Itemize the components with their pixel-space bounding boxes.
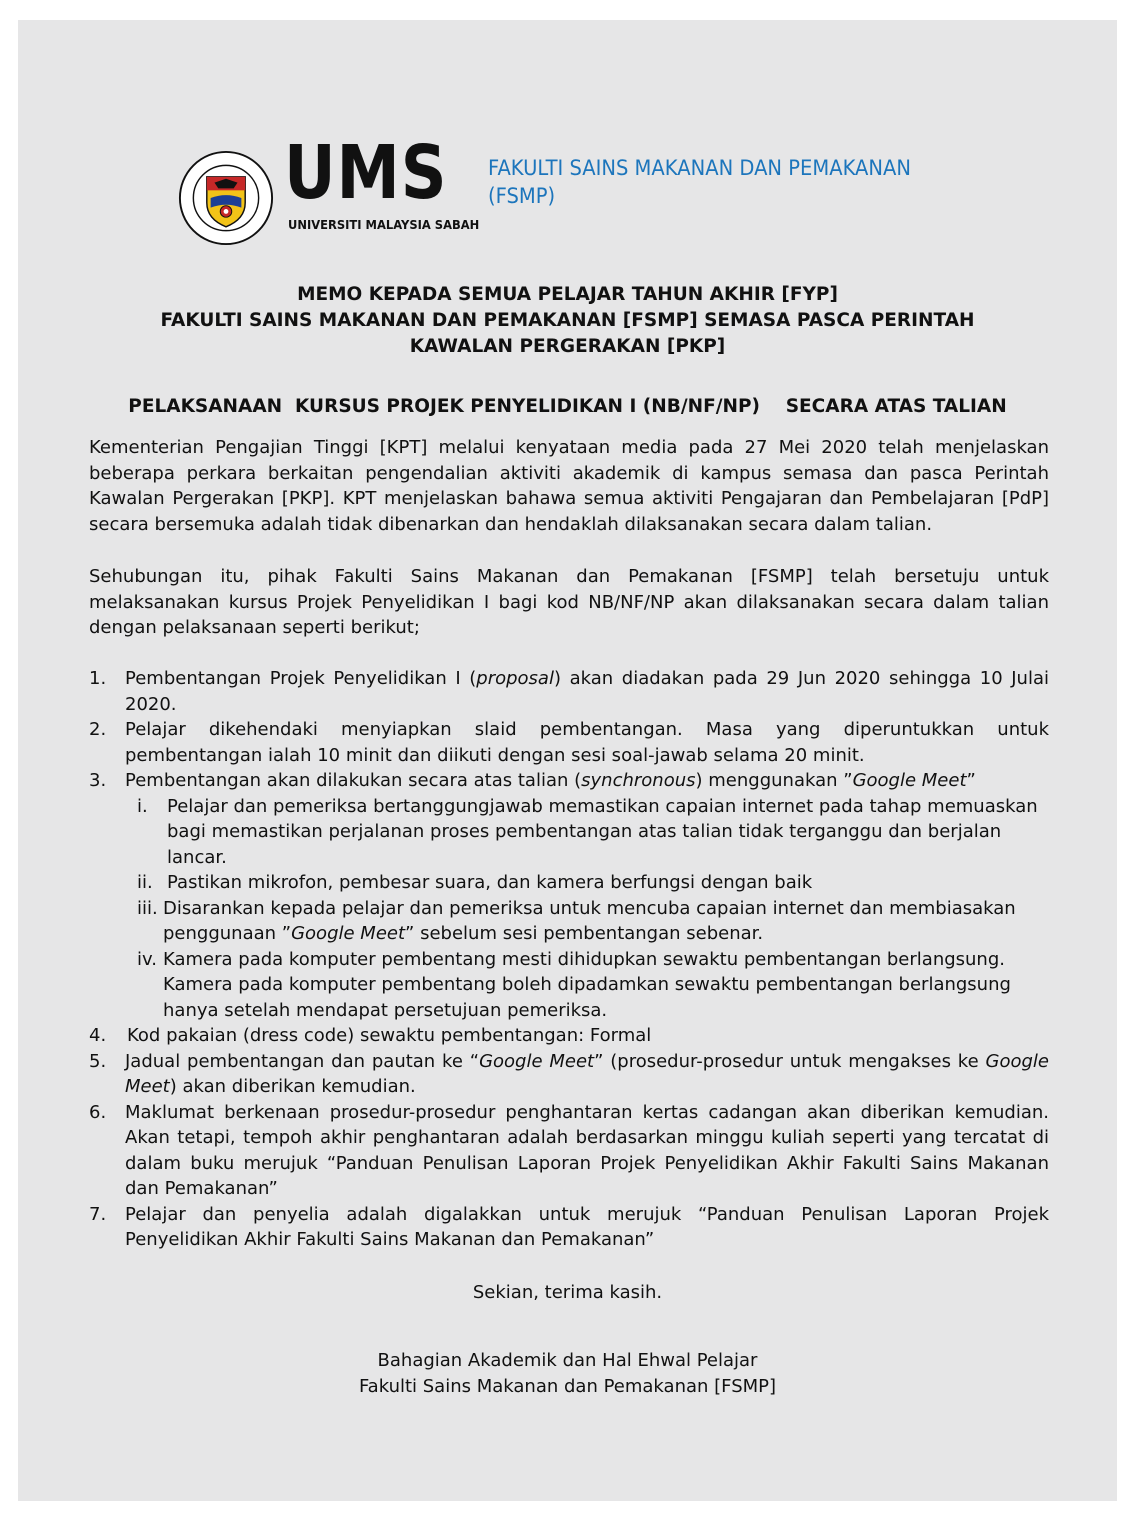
signature-block xyxy=(18,1348,1117,1400)
memo-title-line3: KAWALAN PERGERAKAN [PKP] xyxy=(409,336,726,357)
signature-line1: Bahagian Akademik dan Hal Ehwal Pelajar xyxy=(377,1350,758,1371)
signature-line2: Fakulti Sains Makanan dan Pemakanan [FSMP] xyxy=(358,1376,777,1397)
sub-item-iii xyxy=(89,896,1049,947)
sub-text: Pelajar dan pemeriksa bertanggungjawab memastikan capaian internet pada tahap memuaskan bagi memastikan perjalanan proses pembentangan atas talian tidak terganggu dan berjalan lancar. xyxy=(167,795,1038,868)
paragraph-agreement: Sehubungan itu, pihak Fakulti Sains Makanan dan Pemakanan [FSMP] telah bersetuju untuk melaksanakan kursus Projek Penyelidikan I bagi kod NB/NF/NP akan dilaksanakan secara dalam talian dengan pelaksanaan seperti berikut; xyxy=(89,566,1049,638)
list-text-italic: Google Meet xyxy=(479,1050,595,1072)
list-item-1 xyxy=(89,666,1049,717)
list-item-3 xyxy=(89,768,1049,794)
list-number: 1. xyxy=(89,668,107,689)
sub-number: i. xyxy=(137,795,148,817)
list-text: Pembentangan Projek Penyelidikan I ( xyxy=(125,668,477,689)
list-text: ” (prosedur-prosedur untuk mengakses ke xyxy=(594,1050,986,1072)
sub-text: Kamera pada komputer pembentang mesti dihidupkan sewaktu pembentangan berlangsung. Kamera pada komputer pembentang boleh dipadamkan sewaktu pembentangan berlangsung hanya setelah mendapat persetujuan pemeriksa. xyxy=(163,948,1011,1021)
list-text-italic: Google Meet xyxy=(125,1050,1049,1097)
list-text: ) menggunakan ” xyxy=(695,770,853,791)
ums-wordmark: UMS xyxy=(284,130,448,216)
list-text: Jadual pembentangan dan pautan ke “ xyxy=(125,1050,480,1072)
sub-item-iv xyxy=(89,947,1049,1024)
list-text: Kod pakaian (dress code) sewaktu pembentangan: Formal xyxy=(127,1025,652,1046)
sub-number: ii. xyxy=(137,872,153,893)
sub-text: ” sebelum sesi pembentangan sebenar. xyxy=(405,923,764,944)
sub-text: Pastikan mikrofon, pembesar suara, dan kamera berfungsi dengan baik xyxy=(167,872,813,893)
list-text: ) akan diberikan kemudian. xyxy=(169,1076,416,1097)
list-text: Pembentangan akan dilakukan secara atas talian ( xyxy=(125,770,582,791)
list-item-5 xyxy=(89,1049,1049,1100)
sub-number: iii. xyxy=(137,897,158,919)
faculty-name xyxy=(488,154,911,210)
letterhead xyxy=(178,130,998,250)
list-number: 4. xyxy=(89,1025,107,1046)
list-text: ” xyxy=(966,770,976,791)
list-number: 5. xyxy=(89,1050,107,1072)
paragraph-intro: Kementerian Pengajian Tinggi [KPT] melalui kenyataan media pada 27 Mei 2020 telah menjelaskan beberapa perkara berkaitan pengendalian aktiviti akademik di kampus semasa dan pasca Perintah Kawalan Pergerakan [PKP]. KPT menjelaskan bahawa semua aktiviti Pengajaran dan Pembelajaran [PdP] secara bersemuka adalah tidak dibenarkan dan hendaklah dilaksanakan secara dalam talian. xyxy=(89,437,1049,535)
memo-subtitle xyxy=(18,394,1117,420)
list-item-2 xyxy=(89,717,1049,768)
list-number: 2. xyxy=(89,719,107,740)
university-name: UNIVERSITI MALAYSIA SABAH xyxy=(288,217,480,232)
closing-thanks: Sekian, terima kasih. xyxy=(472,1282,663,1303)
memo-subtitle-text: PELAKSANAAN KURSUS PROJEK PENYELIDIKAN I (NB/NF/NP) SECARA ATAS TALIAN xyxy=(128,396,1007,417)
sub-number: iv. xyxy=(137,948,157,970)
list-text: Maklumat berkenaan prosedur-prosedur penghantaran kertas cadangan akan diberikan kemudian. Akan tetapi, tempoh akhir penghantaran adalah berdasarkan minggu kuliah seperti yang tercatat di dalam buku merujuk “Panduan Penulisan Laporan Projek Penyelidikan Akhir Fakulti Sains Makanan dan Pemakanan” xyxy=(125,1101,1049,1199)
list-item-6 xyxy=(89,1100,1049,1202)
list-item-7 xyxy=(89,1202,1049,1253)
list-text-italic: synchronous xyxy=(581,770,696,791)
faculty-name-line2: (FSMP) xyxy=(488,184,556,208)
list-text: Pelajar dan penyelia adalah digalakkan untuk merujuk “Panduan Penulisan Laporan Projek Penyelidikan Akhir Fakulti Sains Makanan dan Pemakanan” xyxy=(125,1203,1049,1250)
instruction-list xyxy=(89,666,1049,1253)
list-text: ) akan diadakan pada 29 Jun 2020 sehingga 10 Julai 2020. xyxy=(125,668,1049,715)
memo-title-line1: MEMO KEPADA SEMUA PELAJAR TAHUN AKHIR [FYP] xyxy=(297,284,838,305)
list-text-italic: proposal xyxy=(476,668,554,689)
memo-page xyxy=(18,20,1117,1501)
sub-item-ii xyxy=(89,870,1049,896)
list-number: 6. xyxy=(89,1101,107,1123)
list-number: 3. xyxy=(89,770,107,791)
memo-title xyxy=(18,282,1117,360)
list-text-italic: Google Meet xyxy=(852,770,967,791)
list-item-4 xyxy=(89,1023,1049,1049)
faculty-name-line1: FAKULTI SAINS MAKANAN DAN PEMAKANAN xyxy=(488,156,911,180)
ums-crest-logo xyxy=(178,150,274,246)
sub-text: Disarankan kepada pelajar dan pemeriksa untuk mencuba capaian internet dan membiasakan penggunaan ” xyxy=(163,897,1016,944)
memo-title-line2: FAKULTI SAINS MAKANAN DAN PEMAKANAN [FSMP] SEMASA PASCA PERINTAH xyxy=(160,310,975,331)
sub-text-italic: Google Meet xyxy=(291,923,406,944)
sub-item-i xyxy=(89,794,1049,871)
list-text: Pelajar dikehendaki menyiapkan slaid pembentangan. Masa yang diperuntukkan untuk pembentangan ialah 10 minit dan diikuti dengan sesi soal-jawab selama 20 minit. xyxy=(125,719,1049,766)
list-number: 7. xyxy=(89,1203,107,1225)
